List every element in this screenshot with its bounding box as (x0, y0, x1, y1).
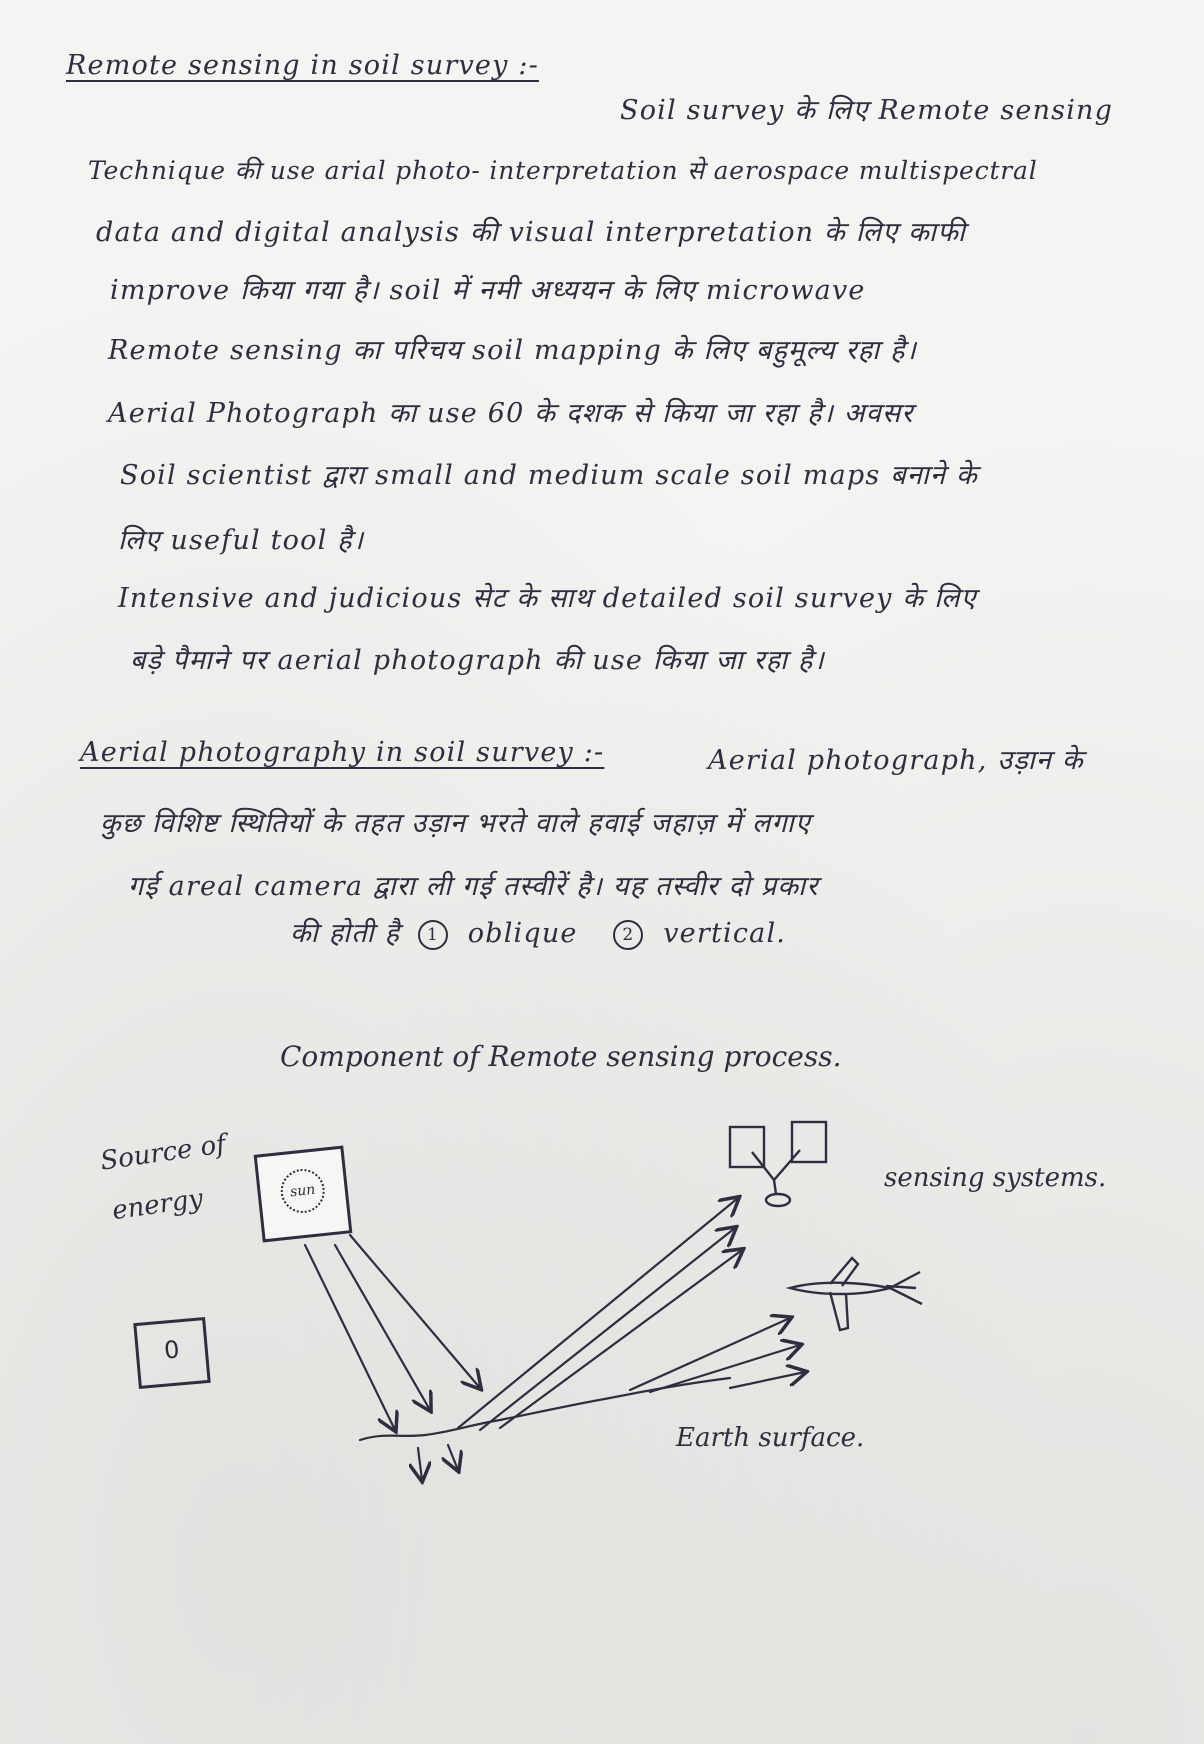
reflected-ray-3 (500, 1250, 742, 1428)
reflected-ray-1 (458, 1198, 738, 1428)
sensing-systems-label: sensing systems. (884, 1163, 1107, 1193)
type-1-label: oblique (467, 918, 578, 949)
section1-line-5: Aerial Photograph का use 60 के दशक से किया जा रहा है। अवसर (108, 398, 914, 429)
down-arrow-2 (448, 1445, 458, 1470)
section2-heading: Aerial photography in soil survey :- (80, 737, 605, 768)
section1-line-9: बड़े पैमाने पर aerial photograph की use किया जा रहा है। (130, 645, 825, 676)
section1-line-4: Remote sensing का परिचय soil mapping के लिए बहुमूल्य रहा है। (108, 335, 918, 366)
satellite-icon (730, 1122, 826, 1206)
section2-line-3-wrap (290, 913, 786, 950)
earth-surface-line (360, 1378, 730, 1440)
incoming-ray-3 (350, 1235, 480, 1388)
incoming-ray-2 (335, 1245, 430, 1410)
source-label-line1: Source of (98, 1129, 228, 1177)
section1-line-6: Soil scientist द्वारा small and medium scale soil maps बनाने के (120, 460, 978, 491)
source-label-line2: energy (110, 1183, 205, 1227)
type-1-number-icon: 1 (418, 920, 448, 950)
type-2-number-icon: 2 (613, 920, 643, 950)
section1-line-3: improve किया गया है। soil में नमी अध्ययन के लिए microwave (110, 275, 866, 306)
airplane-icon (790, 1258, 922, 1330)
section2-line-3: की होती है (290, 918, 401, 949)
sun-icon: sun (279, 1167, 327, 1215)
earth-surface-label: Earth surface. (676, 1423, 865, 1453)
section1-line-7: लिए useful tool है। (118, 525, 365, 556)
diagram-drawing (0, 1000, 1204, 1520)
section2-line-2: गई areal camera द्वारा ली गई तस्वीरें है। यह तस्वीर दो प्रकार (128, 871, 819, 902)
section1-line-1: Technique की use arial photo- interpretation से aerospace multispectral (88, 156, 1038, 185)
section1-line-0: Soil survey के लिए Remote sensing (620, 95, 1114, 126)
reflected-ray-5 (650, 1345, 800, 1392)
section1-line-8: Intensive and judicious सेट के साथ detailed soil survey के लिए (118, 583, 977, 614)
remote-sensing-diagram (0, 1000, 1204, 1520)
type-2-label: vertical. (663, 918, 787, 949)
section2-line-1: कुछ विशिष्ट स्थितियों के तहत उड़ान भरते वाले हवाई जहाज़ में लगाए (100, 808, 812, 839)
small-box: 0 (133, 1317, 210, 1389)
reflected-ray-2 (480, 1228, 735, 1430)
diagram-title: Component of Remote sensing process. (280, 1040, 842, 1073)
section1-heading: Remote sensing in soil survey :- (66, 50, 539, 81)
section2-line-0: Aerial photograph, उड़ान के (708, 745, 1084, 776)
reflected-ray-6 (730, 1372, 805, 1388)
down-arrow-1 (418, 1448, 422, 1480)
section1-line-2: data and digital analysis की visual interpretation के लिए काफी (96, 217, 967, 248)
